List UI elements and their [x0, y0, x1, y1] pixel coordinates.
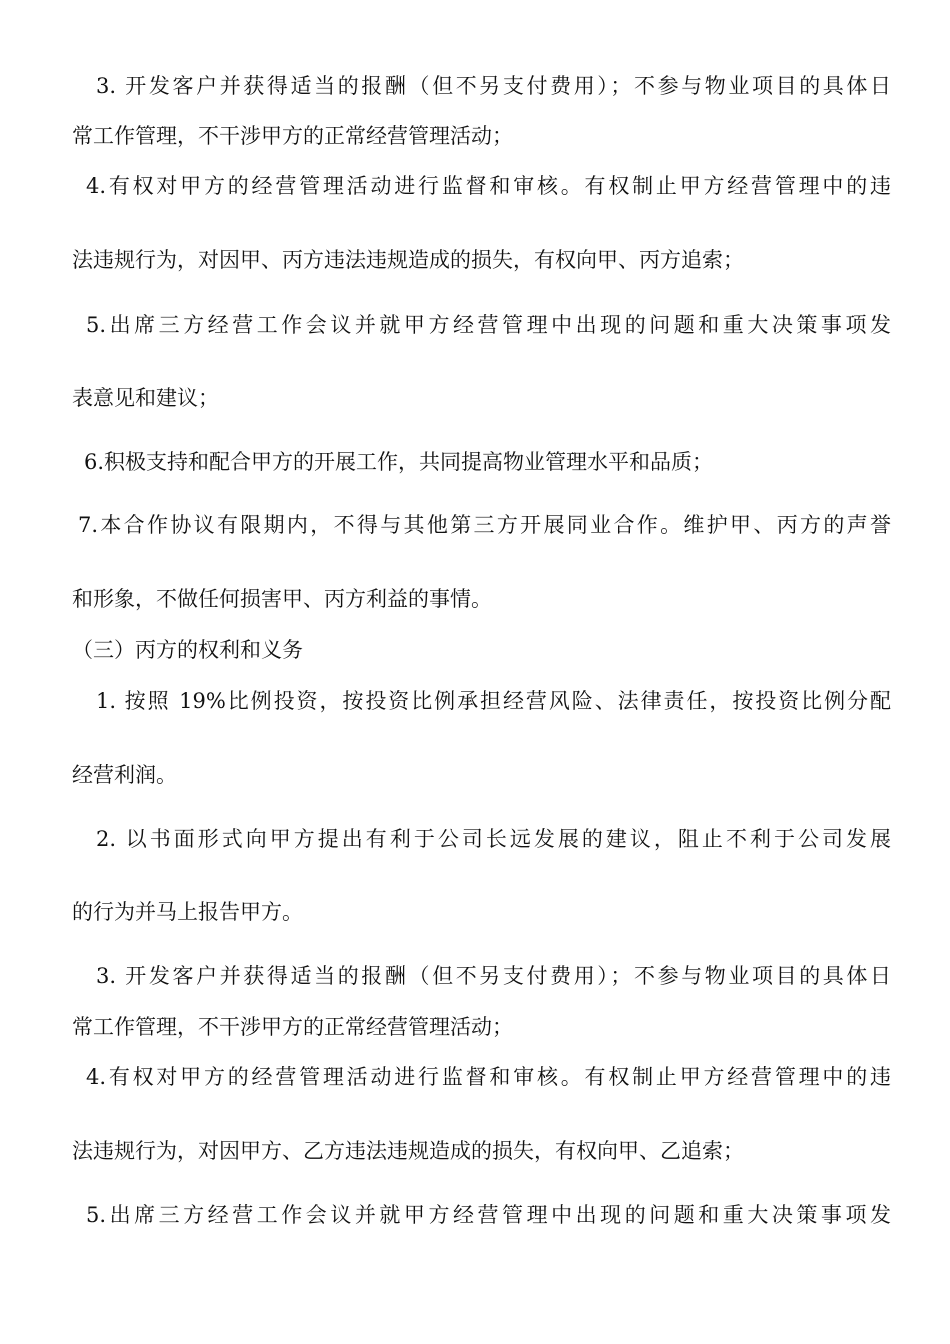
- paragraph-line: 常工作管理，不干涉甲方的正常经营管理活动；: [72, 124, 513, 148]
- paragraph-line: 5.出席三方经营工作会议并就甲方经营管理中出现的问题和重大决策事项发: [86, 313, 891, 337]
- paragraph-line: 法违规行为，对因甲方、乙方违法违规造成的损失，有权向甲、乙追索；: [72, 1139, 744, 1163]
- paragraph-line: 5.出席三方经营工作会议并就甲方经营管理中出现的问题和重大决策事项发: [86, 1203, 891, 1227]
- paragraph-line: 表意见和建议；: [72, 386, 219, 410]
- paragraph-line: 和形象，不做任何损害甲、丙方利益的事情。: [72, 587, 492, 611]
- paragraph-line: 3. 开发客户并获得适当的报酬（但不另支付费用）；不参与物业项目的具体日: [96, 74, 891, 98]
- paragraph-line: 的行为并马上报告甲方。: [72, 900, 303, 924]
- paragraph-line: 常工作管理，不干涉甲方的正常经营管理活动；: [72, 1015, 513, 1039]
- paragraph-line: 4.有权对甲方的经营管理活动进行监督和审核。有权制止甲方经营管理中的违: [86, 174, 891, 198]
- section-heading: （三）丙方的权利和义务: [72, 638, 303, 662]
- paragraph-line: 7.本合作协议有限期内，不得与其他第三方开展同业合作。维护甲、丙方的声誉: [78, 513, 891, 537]
- paragraph-line: 经营利润。: [72, 763, 177, 787]
- paragraph-line: 6.积极支持和配合甲方的开展工作，共同提高物业管理水平和品质；: [84, 450, 714, 474]
- paragraph-line: 1. 按照 19%比例投资，按投资比例承担经营风险、法律责任，按投资比例分配: [96, 689, 891, 713]
- paragraph-line: 3. 开发客户并获得适当的报酬（但不另支付费用）；不参与物业项目的具体日: [96, 964, 891, 988]
- paragraph-line: 法违规行为，对因甲、丙方违法违规造成的损失，有权向甲、丙方追索；: [72, 248, 744, 272]
- paragraph-line: 4.有权对甲方的经营管理活动进行监督和审核。有权制止甲方经营管理中的违: [86, 1065, 891, 1089]
- paragraph-line: 2. 以书面形式向甲方提出有利于公司长远发展的建议，阻止不利于公司发展: [96, 827, 891, 851]
